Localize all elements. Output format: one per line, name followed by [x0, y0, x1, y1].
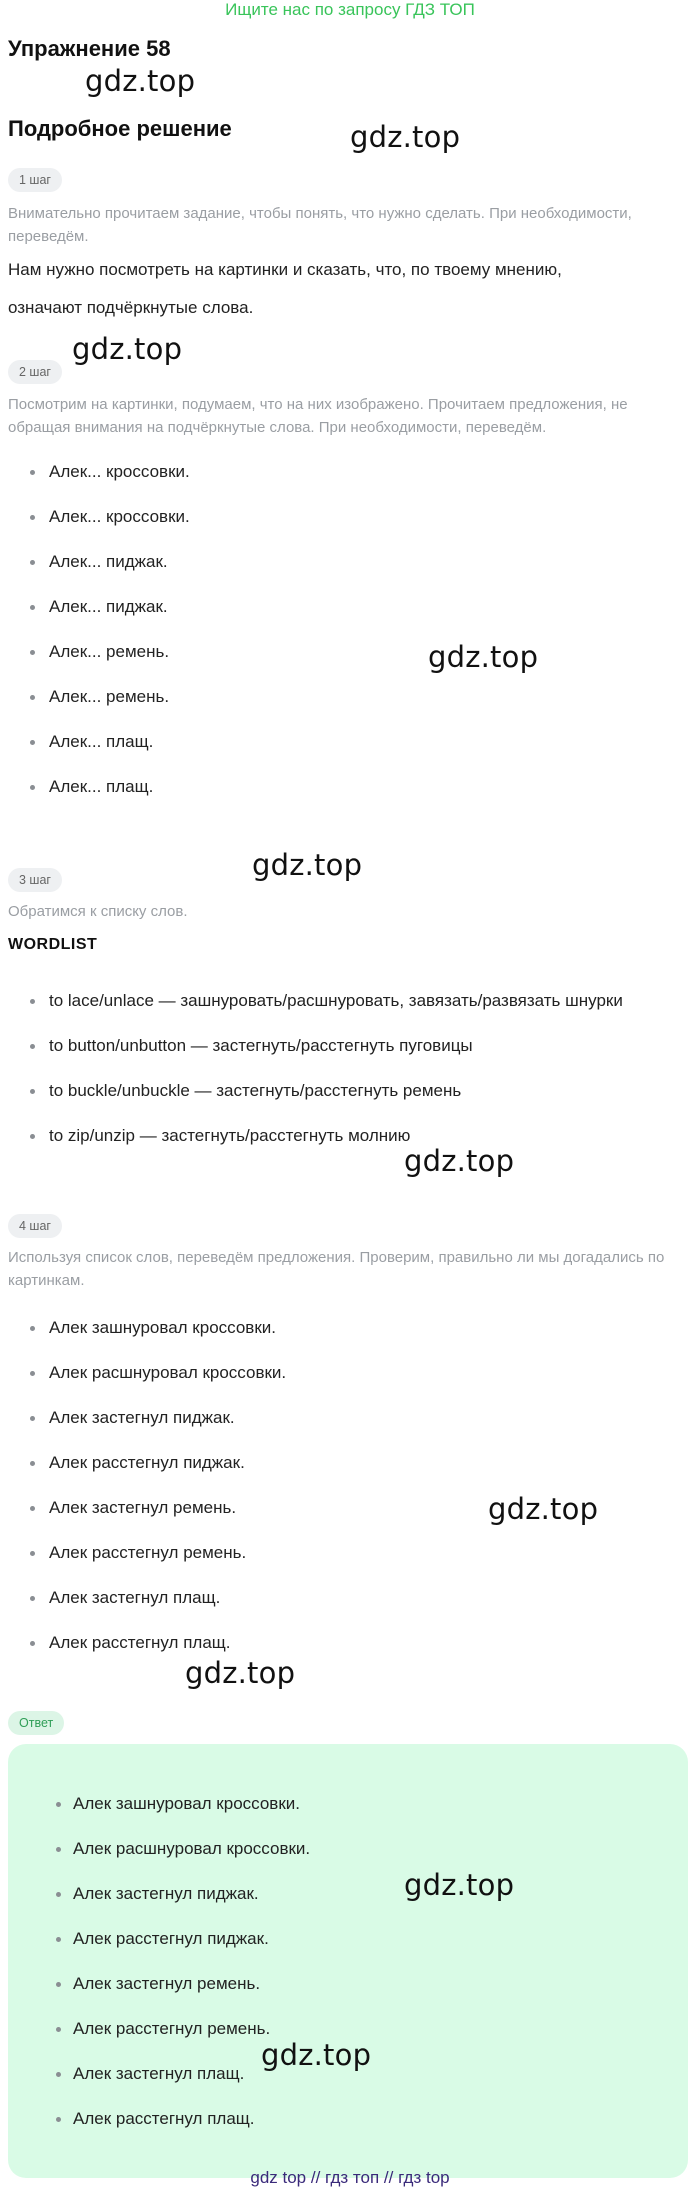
step-label: 3 шаг [8, 868, 62, 892]
list-item: Алек зашнуровал кроссовки. [8, 1316, 688, 1361]
list-item: Алек... пиджак. [8, 595, 688, 640]
step-4-badge [8, 1214, 62, 1238]
list-item: Алек застегнул плащ. [8, 2062, 688, 2107]
list-item: Алек расстегнул пиджак. [8, 1927, 688, 1972]
list-item: Алек застегнул плащ. [8, 1586, 688, 1631]
step-3-instruction: Обратимся к списку слов. [8, 903, 188, 920]
watermark: gdz.top [185, 1656, 296, 1690]
page-title: Упражнение 58 [8, 36, 171, 61]
list-item: Алек... ремень. [8, 640, 688, 685]
step-2-list [8, 460, 688, 820]
footer-link[interactable]: гдз топ [325, 2168, 380, 2187]
step-2-badge [8, 360, 62, 384]
watermark: gdz.top [72, 332, 183, 366]
wordlist [8, 989, 698, 1169]
footer-separator: // [310, 2168, 321, 2187]
list-item: Алек расстегнул плащ. [8, 2107, 688, 2152]
list-item: Алек расшнуровал кроссовки. [8, 1361, 688, 1406]
list-item: to buckle/unbuckle — застегнуть/расстегнуть ремень [8, 1079, 698, 1124]
search-banner: Ищите нас по запросу ГДЗ ТОП [225, 0, 475, 19]
watermark: gdz.top [404, 1144, 515, 1178]
step-label: 2 шаг [8, 360, 62, 384]
watermark: gdz.top [350, 120, 461, 154]
step-label: 1 шаг [8, 168, 62, 192]
list-item: Алек... плащ. [8, 730, 688, 775]
step-4-instruction: Используя список слов, переведём предложения. Проверим, правильно ли мы догадались по картинкам. [8, 1249, 665, 1289]
watermark: gdz.top [428, 640, 539, 674]
step-1-instruction: Внимательно прочитаем задание, чтобы понять, что нужно сделать. При необходимости, переведём. [8, 205, 632, 245]
step-1-text-line: означают подчёркнутые слова. [8, 298, 254, 317]
footer-links [0, 2168, 700, 2188]
watermark: gdz.top [488, 1492, 599, 1526]
list-item: Алек... ремень. [8, 685, 688, 730]
answer-label: Ответ [8, 1711, 64, 1735]
step-2-instruction: Посмотрим на картинки, подумаем, что на них изображено. Прочитаем предложения, не обращая внимания на подчёркнутые слова. При необходимости, переведём. [8, 396, 628, 436]
list-item: Алек застегнул ремень. [8, 1496, 688, 1541]
list-item: Алек... плащ. [8, 775, 688, 820]
step-3-badge [8, 868, 62, 892]
list-item: to zip/unzip — застегнуть/расстегнуть молнию [8, 1124, 698, 1169]
watermark: gdz.top [404, 1868, 515, 1902]
list-item: Алек расстегнул плащ. [8, 1631, 688, 1676]
step-1-badge [8, 168, 62, 192]
list-item: Алек расстегнул ремень. [8, 1541, 688, 1586]
answer-box [8, 1744, 688, 2178]
watermark: gdz.top [85, 64, 196, 98]
list-item: to lace/unlace — зашнуровать/расшнуровать, завязать/развязать шнурки [8, 989, 698, 1034]
list-item: Алек... кроссовки. [8, 460, 688, 505]
list-item: Алек застегнул пиджак. [8, 1406, 688, 1451]
answer-badge [8, 1711, 64, 1735]
wordlist-heading: WORDLIST [8, 936, 98, 953]
section-title: Подробное решение [8, 116, 232, 141]
list-item: Алек расшнуровал кроссовки. [8, 1837, 688, 1882]
list-item: Алек расстегнул пиджак. [8, 1451, 688, 1496]
list-item: Алек застегнул пиджак. [8, 1882, 688, 1927]
answer-list [8, 1792, 688, 2152]
list-item: to button/unbutton — застегнуть/расстегнуть пуговицы [8, 1034, 698, 1079]
list-item: Алек... кроссовки. [8, 505, 688, 550]
footer-link[interactable]: гдз top [398, 2168, 450, 2187]
watermark: gdz.top [252, 848, 363, 882]
step-1-text-line: Нам нужно посмотреть на картинки и сказать, что, по твоему мнению, [8, 260, 562, 279]
footer-link[interactable]: gdz top [250, 2168, 307, 2187]
list-item: Алек расстегнул ремень. [8, 2017, 688, 2062]
footer-separator: // [383, 2168, 394, 2187]
step-label: 4 шаг [8, 1214, 62, 1238]
list-item: Алек... пиджак. [8, 550, 688, 595]
list-item: Алек зашнуровал кроссовки. [8, 1792, 688, 1837]
list-item: Алек застегнул ремень. [8, 1972, 688, 2017]
watermark: gdz.top [261, 2038, 372, 2072]
